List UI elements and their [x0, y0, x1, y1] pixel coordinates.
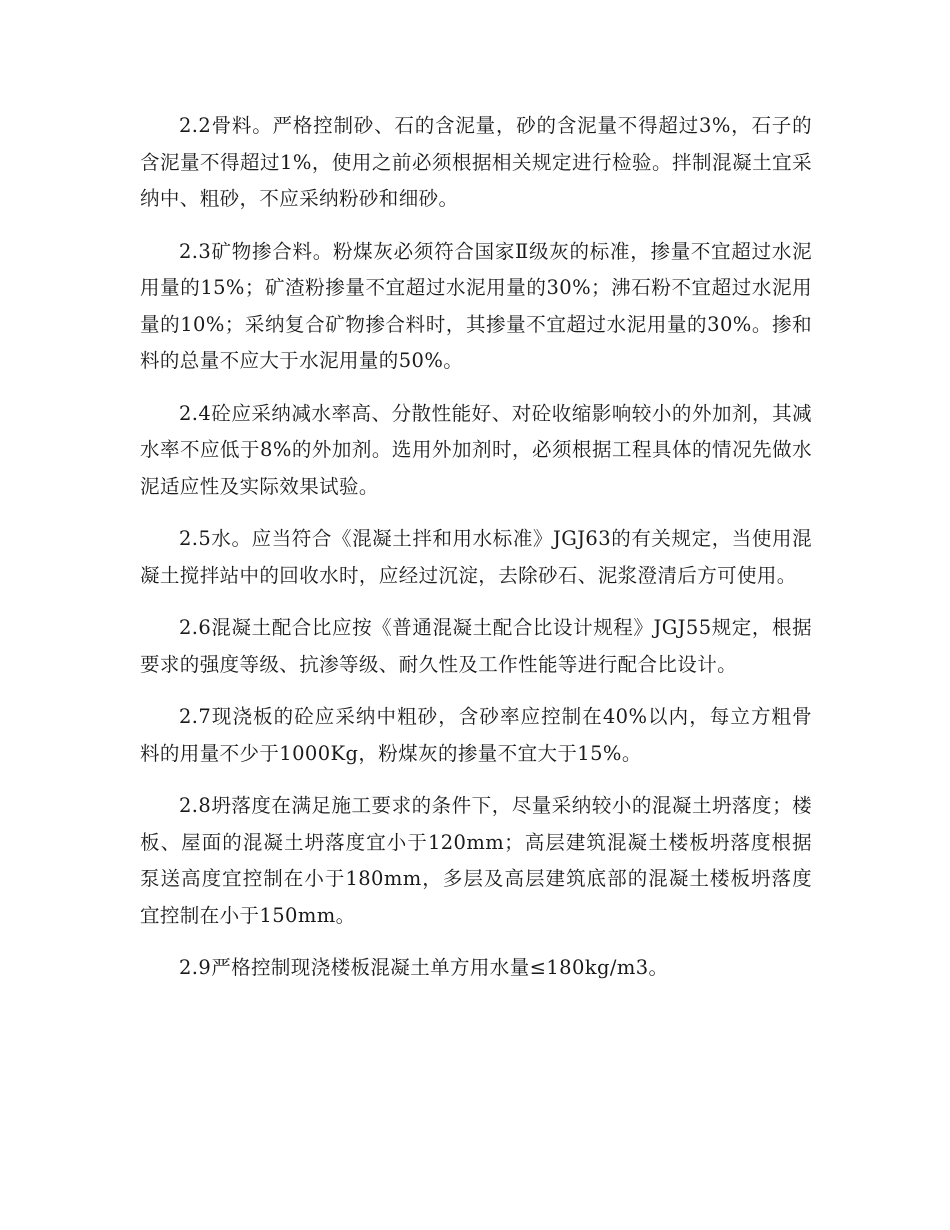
paragraph-2-4: 2.4砼应采纳减水率高、分散性能好、对砼收缩影响较小的外加剂，其减水率不应低于8%的外加剂。选用外加剂时，必须根据工程具体的情况先做水泥适应性及实际效果试验。: [140, 401, 812, 498]
document-body: [140, 108, 812, 1003]
paragraph-2-7: 2.7现浇板的砼应采纳中粗砂，含砂率应控制在40%以内，每立方粗骨料的用量不少于1000Kg，粉煤灰的掺量不宜大于15%。: [140, 705, 812, 765]
paragraph-2-3: 2.3矿物掺合料。粉煤灰必须符合国家Ⅱ级灰的标准，掺量不宜超过水泥用量的15%；矿渣粉掺量不宜超过水泥用量的30%；沸石粉不宜超过水泥用量的10%；采纳复合矿物掺合料时，其掺量不宜超过水泥用量的30%。掺和料的总量不应大于水泥用量的50%。: [140, 239, 812, 372]
paragraph-2-6: 2.6混凝土配合比应按《普通混凝土配合比设计规程》JGJ55规定，根据要求的强度等级、抗渗等级、耐久性及工作性能等进行配合比设计。: [140, 616, 812, 676]
paragraph-2-5: 2.5水。应当符合《混凝土拌和用水标准》JGJ63的有关规定，当使用混凝土搅拌站中的回收水时，应经过沉淀，去除砂石、泥浆澄清后方可使用。: [140, 527, 812, 587]
paragraph-2-9: 2.9严格控制现浇楼板混凝土单方用水量≤180kg/m3。: [179, 956, 669, 979]
paragraph-2-2: 2.2骨料。严格控制砂、石的含泥量，砂的含泥量不得超过3%，石子的含泥量不得超过1%，使用之前必须根据相关规定进行检验。拌制混凝土宜采纳中、粗砂，不应采纳粉砂和细砂。: [140, 114, 812, 210]
paragraph-2-8: 2.8坍落度在满足施工要求的条件下，尽量采纳较小的混凝土坍落度；楼板、屋面的混凝土坍落度宜小于120mm；高层建筑混凝土楼板坍落度根据泵送高度宜控制在小于180mm，多层及高层建筑底部的混凝土楼板坍落度宜控制在小于150mm。: [140, 794, 812, 927]
